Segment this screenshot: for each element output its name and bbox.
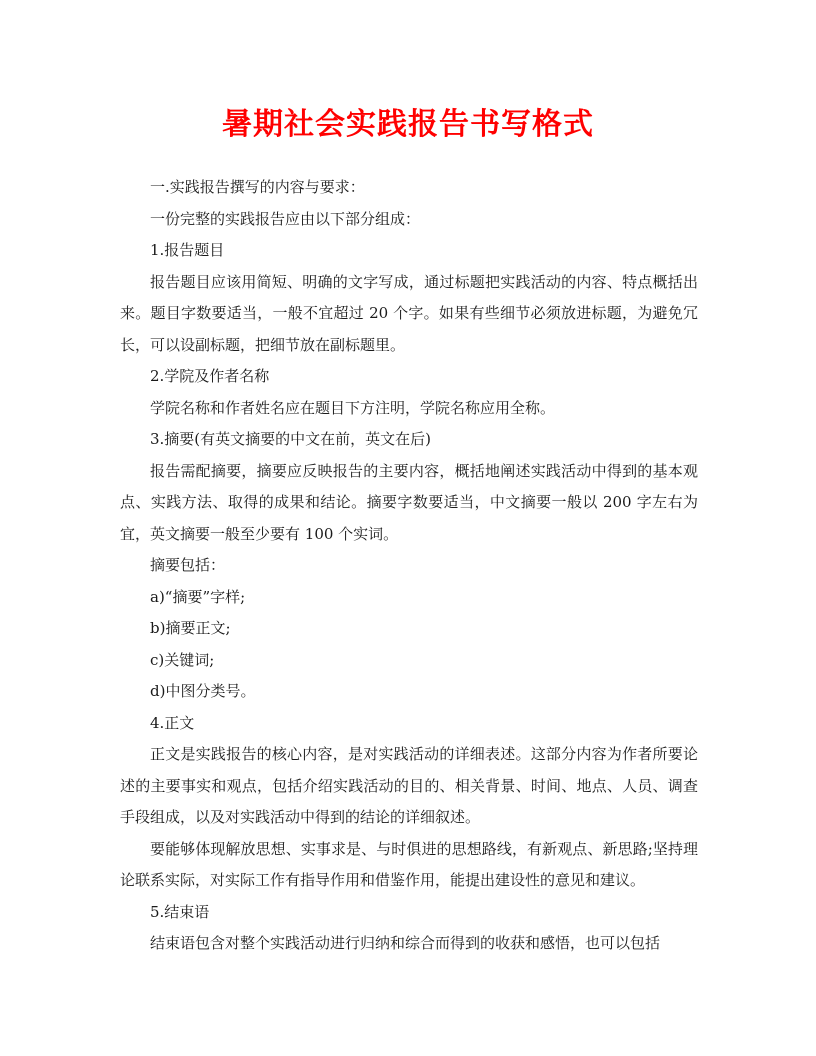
list-item: a)“摘要”字样; [150,587,246,606]
body-paragraph: 报告题目应该用简短、明确的文字写成，通过标题把实践活动的内容、特点概括出来。题目字数要适当，一般不宜超过 20 个字。如果有些细节必须放进标题，为避免冗长，可以设副标题，把细节放在副标题里。 [120,272,698,354]
section-heading: 3.摘要(有英文摘要的中文在前，英文在后) [150,430,432,448]
list-item: b)摘要正文; [150,619,231,637]
section-heading: 5.结束语 [150,902,210,921]
document-title: 暑期社会实践报告书写格式 [222,107,594,142]
body-paragraph: 报告需配摘要，摘要应反映报告的主要内容，概括地阐述实践活动中得到的基本观点、实践方法、取得的成果和结论。摘要字数要适当，中文摘要一般以 200 字左右为宜，英文摘要一般至少要有 100 个实词。 [120,461,698,543]
section-heading: 1.报告题目 [150,241,225,259]
body-paragraph: 摘要包括： [150,556,226,574]
body-paragraph: 正文是实践报告的核心内容，是对实践活动的详细表述。这部分内容为作者所要论述的主要事实和观点，包括介绍实践活动的目的、相关背景、时间、地点、人员、调查手段组成，以及对实践活动中得到的结论的详细叙述。 [120,745,698,826]
section-heading: 一.实践报告撰写的内容与要求： [150,178,365,196]
section-heading: 2.学院及作者名称 [150,367,270,385]
list-item: d)中图分类号。 [150,682,256,700]
section-heading: 4.正文 [150,713,195,732]
list-item: c)关键词; [150,650,215,669]
body-paragraph: 学院名称和作者姓名应在题目下方注明，学院名称应用全称。 [150,398,556,417]
body-paragraph: 要能够体现解放思想、实事求是、与时俱进的思想路线，有新观点、新思路;坚持理论联系实际，对实际工作有指导作用和借鉴作用，能提出建设性的意见和建议。 [120,839,698,889]
body-paragraph: 一份完整的实践报告应由以下部分组成： [150,209,421,228]
body-paragraph: 结束语包含对整个实践活动进行归纳和综合而得到的收获和感悟，也可以包括 [150,934,661,952]
document-body [120,172,698,960]
